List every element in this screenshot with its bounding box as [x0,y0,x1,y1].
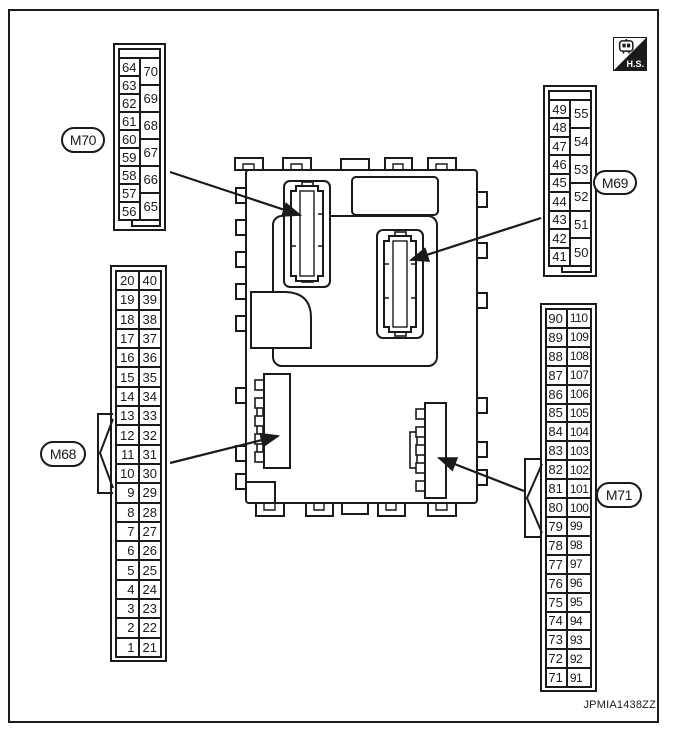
pin-cell-m68-12: 12 [117,426,138,443]
pin-cell-m68-17: 17 [117,330,138,347]
pin-cell-m71-101: 101 [569,481,589,496]
pin-cell-m71-84: 84 [547,423,566,440]
pin-cell-m68-15: 15 [117,368,138,385]
hs-icon-label: H.S. [626,59,644,69]
pin-cell-m71-82: 82 [547,461,566,478]
pin-cell-m68-21: 21 [140,639,161,656]
pin-cell-m69-43: 43 [550,212,569,228]
pin-cell-m68-11: 11 [117,446,138,463]
pin-cell-m71-78: 78 [547,537,566,554]
pin-cell-m68-32: 32 [140,426,161,443]
pin-cell-m68-1: 1 [117,639,138,656]
connector-label-m69: M69 [593,170,637,195]
pin-cell-m71-91: 91 [568,669,590,686]
pin-cell-m68-2: 2 [117,619,138,636]
pin-cell-m68-26: 26 [140,542,161,559]
pin-cell-m70-68: 68 [141,113,160,138]
pin-cell-m70-63: 63 [120,77,139,93]
pin-cell-m68-6: 6 [117,542,138,559]
pin-cell-m70-58: 58 [120,167,139,183]
figure-code: JPMIA1438ZZ [583,699,656,711]
pin-cell-m69-45: 45 [550,175,569,191]
pin-cell-m71-79: 79 [547,518,566,535]
pin-column [141,59,160,219]
connector-grid-m68 [110,265,167,662]
pin-cell-m71-77: 77 [547,556,566,573]
pin-cell-m71-100: 100 [569,500,589,515]
pin-cell-m68-35: 35 [140,368,161,385]
pin-cell-m71-81: 81 [547,480,566,497]
pin-cell-m71-107: 107 [569,368,589,383]
pin-column [571,101,590,265]
pin-cell-m68-37: 37 [140,330,161,347]
pin-cell-m71-88: 88 [547,348,566,365]
pin-cell-m68-19: 19 [117,291,138,308]
pin-cell-m69-49: 49 [550,101,569,117]
pin-column [568,310,590,686]
connector-grid-m71 [540,303,597,692]
pin-cell-m68-22: 22 [140,619,161,636]
connector-label-m71: M71 [596,482,642,508]
connector-grid-m70-inner [118,48,161,221]
connector-grid-m68-inner [115,270,162,658]
pin-cell-m71-75: 75 [547,594,566,611]
pin-cell-m70-56: 56 [120,203,139,219]
pin-cell-m68-3: 3 [117,600,138,617]
pin-column [117,272,138,656]
pin-cell-m69-53: 53 [571,156,590,182]
pin-cell-m71-87: 87 [547,367,566,384]
pin-cell-m71-73: 73 [547,631,566,648]
pin-cell-m69-47: 47 [550,138,569,154]
pin-cell-m68-5: 5 [117,561,138,578]
pin-cell-m70-66: 66 [141,167,160,192]
pin-cell-m71-71: 71 [547,669,566,686]
pin-cell-m69-51: 51 [571,212,590,238]
pin-cell-m68-14: 14 [117,388,138,405]
pin-cell-m68-10: 10 [117,465,138,482]
pin-cell-m68-25: 25 [140,561,161,578]
pin-cell-m70-70: 70 [141,59,160,84]
pin-cell-m71-110: 110 [568,310,590,327]
pin-cell-m70-67: 67 [141,140,160,165]
connector-grid-m69 [543,85,597,277]
pin-cell-m68-38: 38 [140,311,161,328]
hs-icon-connector-glyph [620,39,633,54]
pin-cell-m71-105: 105 [569,405,589,420]
pin-column [550,101,569,265]
pin-cell-m68-28: 28 [140,504,161,521]
pin-cell-m71-92: 92 [568,650,590,667]
pin-cell-m71-76: 76 [547,575,566,592]
pin-cell-m69-44: 44 [550,193,569,209]
pin-cell-m71-93: 93 [568,631,590,648]
pin-cell-m70-69: 69 [141,86,160,111]
connector-m69-keying-notch [561,267,592,273]
pin-cell-m70-65: 65 [141,194,160,219]
pin-cell-m71-72: 72 [547,650,566,667]
pin-cell-m68-18: 18 [117,311,138,328]
pin-cell-m70-60: 60 [120,131,139,147]
pin-cell-m71-103: 103 [569,443,589,458]
pin-cell-m68-7: 7 [117,523,138,540]
pin-cell-m68-31: 31 [140,446,161,463]
pin-cell-m68-39: 39 [140,291,161,308]
pin-cell-m69-42: 42 [550,230,569,246]
pin-cell-m69-54: 54 [571,129,590,155]
pin-cell-m68-20: 20 [117,272,138,289]
connector-m69-top-strip [550,92,590,99]
pin-cell-m68-4: 4 [117,581,138,598]
pin-cell-m68-8: 8 [117,504,138,521]
connector-m70-keying-notch [131,221,161,227]
pin-cell-m70-62: 62 [120,95,139,111]
pin-cell-m68-27: 27 [140,523,161,540]
pin-cell-m71-86: 86 [547,386,566,403]
pin-cell-m70-64: 64 [120,59,139,75]
pin-cell-m68-30: 30 [140,465,161,482]
pin-cell-m68-16: 16 [117,349,138,366]
pin-column [140,272,161,656]
pin-cell-m71-98: 98 [568,537,590,554]
pin-cell-m71-95: 95 [568,594,590,611]
pin-cell-m69-52: 52 [571,184,590,210]
pin-cell-m68-36: 36 [140,349,161,366]
pin-cell-m70-59: 59 [120,149,139,165]
pin-cell-m68-29: 29 [140,484,161,501]
pin-cell-m71-80: 80 [547,499,566,516]
pin-cell-m71-94: 94 [568,613,590,630]
pin-cell-m69-41: 41 [550,249,569,265]
pin-cell-m68-13: 13 [117,407,138,424]
pin-cell-m71-108: 108 [569,349,589,364]
pin-cell-m71-109: 109 [569,330,589,345]
pin-cell-m71-83: 83 [547,442,566,459]
pin-cell-m70-61: 61 [120,113,139,129]
pin-column [120,59,139,219]
pin-column [547,310,566,686]
pin-cell-m71-99: 99 [568,518,590,535]
pin-cell-m70-57: 57 [120,185,139,201]
pin-cell-m69-46: 46 [550,156,569,172]
pin-cell-m71-97: 97 [568,556,590,573]
connector-grid-m71-inner [545,308,592,688]
pin-cell-m68-23: 23 [140,600,161,617]
pin-cell-m68-24: 24 [140,581,161,598]
pin-cell-m69-48: 48 [550,119,569,135]
harness-side-icon [613,37,647,71]
connector-label-m70: M70 [61,127,105,153]
pin-cell-m71-96: 96 [568,575,590,592]
pin-cell-m71-104: 104 [569,424,589,439]
pin-cell-m68-40: 40 [140,272,161,289]
pin-cell-m71-90: 90 [547,310,566,327]
connector-grid-m70 [113,43,166,231]
pin-cell-m69-50: 50 [571,239,590,265]
pin-cell-m68-34: 34 [140,388,161,405]
connector-m70-top-strip [120,50,159,57]
pin-cell-m71-102: 102 [569,462,589,477]
pin-cell-m68-33: 33 [140,407,161,424]
connector-grid-m69-inner [548,90,592,267]
pin-cell-m68-9: 9 [117,484,138,501]
pin-cell-m71-85: 85 [547,405,566,422]
pin-cell-m69-55: 55 [571,101,590,127]
pin-cell-m71-89: 89 [547,329,566,346]
pin-cell-m71-106: 106 [569,387,589,402]
pin-cell-m71-74: 74 [547,613,566,630]
connector-label-m68: M68 [40,441,86,467]
